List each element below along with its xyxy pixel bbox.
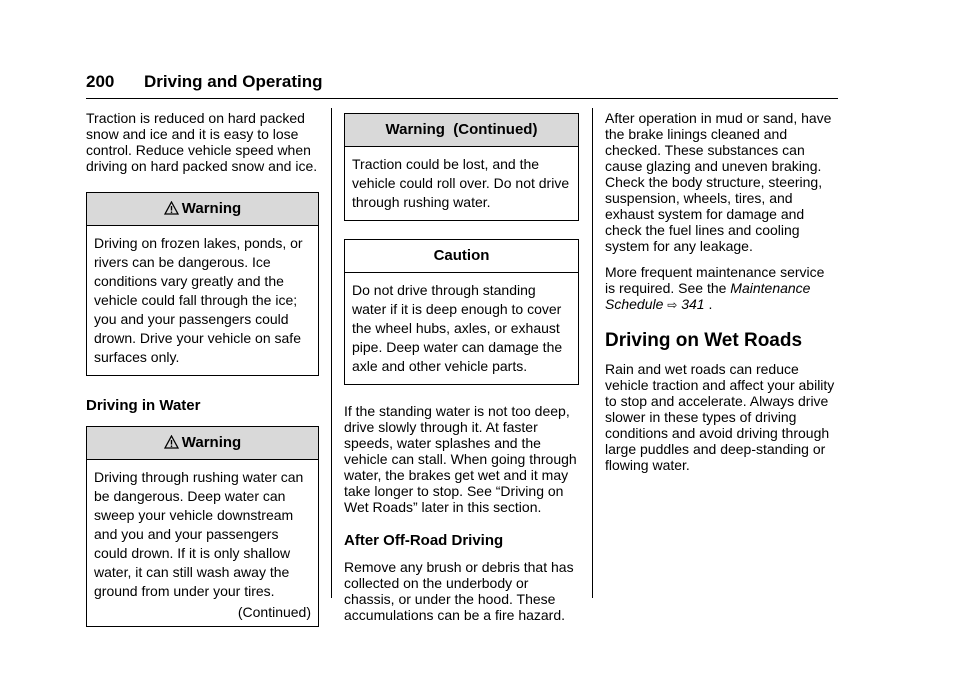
column-3 — [605, 110, 837, 473]
maintenance-text: More frequent maintenance service is required. See the — [605, 264, 825, 296]
heading-wet-roads: Driving on Wet Roads — [605, 330, 803, 351]
page-number: 200 — [86, 72, 115, 91]
continued-label: (Continued) — [237, 604, 311, 620]
intro-paragraph: Traction is reduced on hard packed snow and ice and it is easy to lose control. Reduce vehicle speed when driving on hard packed snow and ice. — [86, 110, 318, 174]
warning-body: Driving on frozen lakes, ponds, or rivers can be dangerous. Ice conditions vary greatly and the vehicle could fall through the ice; you and your passengers could drown. Drive your vehicle on safe surfaces only. — [94, 235, 303, 365]
column-1 — [86, 110, 319, 627]
caution-box — [344, 239, 579, 385]
warning-body — [87, 460, 318, 626]
warning-box-continued — [344, 113, 579, 221]
section-title: Driving and Operating — [144, 72, 323, 91]
warning-title: Warning — [181, 434, 242, 451]
warning-triangle-icon — [164, 435, 179, 449]
period: . — [704, 296, 713, 312]
heading-driving-in-water: Driving in Water — [86, 397, 201, 414]
warning-header: Warning (Continued) — [345, 114, 578, 147]
caution-body: Do not drive through standing water if it is deep enough to cover the wheel hubs, axles, or exhaust pipe. Deep water can damage the axle and other vehicle parts. — [352, 282, 563, 374]
heading-after-off-road: After Off-Road Driving — [344, 532, 504, 549]
warning-triangle-icon — [164, 201, 179, 215]
page-reference-number[interactable]: 341 — [681, 296, 705, 312]
standing-water-paragraph: If the standing water is not too deep, drive slowly through it. At faster speeds, water splashes and the vehicle can stall. When going through water, the brakes get wet and it may take longer to stop. See “Driving on Wet Roads” later in this section. — [344, 403, 577, 515]
warning-header — [87, 193, 318, 226]
column-2 — [344, 110, 579, 623]
caution-header: Caution — [345, 240, 578, 273]
warning-box-water — [86, 426, 319, 627]
mud-sand-paragraph: After operation in mud or sand, have the brake linings cleaned and checked. These substances can cause glazing and uneven braking. Check the body structure, steering, suspension, wheels, tires, and exhaust system for damage and check the fuel lines and cooling system for any leakage. — [605, 110, 832, 254]
warning-body: Traction could be lost, and the vehicle could roll over. Do not drive through rushing water. — [352, 156, 570, 210]
wet-roads-paragraph: Rain and wet roads can reduce vehicle traction and affect your ability to stop and accelerate. Always drive slower in these types of driving conditions and avoid driving through large puddles and deep-standing or flowing water. — [605, 361, 835, 473]
column-divider — [592, 108, 593, 598]
maintenance-schedule-link[interactable]: Maintenance Schedule — [605, 280, 811, 312]
maintenance-paragraph — [605, 264, 837, 313]
warning-text: Driving through rushing water can be dangerous. Deep water can sweep your vehicle downstream and you and your passengers could drown. If it is only shallow water, it can still wash away the ground from under your tires. — [94, 469, 304, 599]
column-divider — [331, 108, 332, 598]
page-header — [86, 72, 838, 99]
warning-box-ice — [86, 192, 319, 376]
warning-title: Warning — [181, 200, 242, 217]
warning-header — [87, 427, 318, 460]
off-road-paragraph: Remove any brush or debris that has collected on the underbody or chassis, or under the hood. These accumulations can be a fire hazard. — [344, 559, 574, 623]
page-reference-icon: ⇨ — [667, 298, 678, 312]
